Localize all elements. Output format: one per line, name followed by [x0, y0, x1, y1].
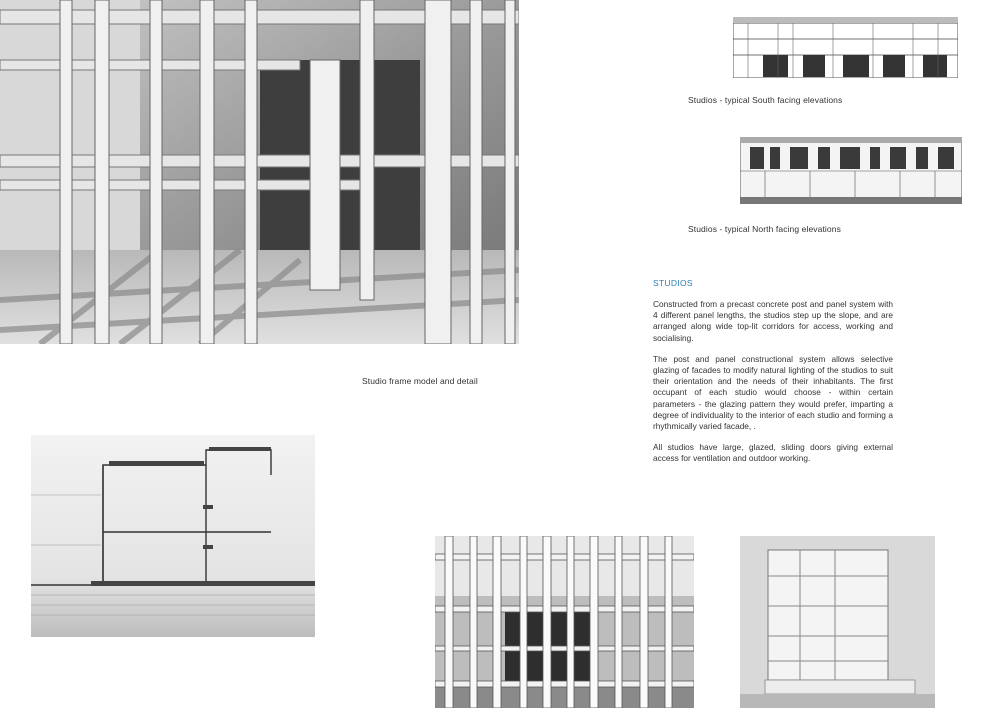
section-paragraph-2: The post and panel constructional system allows selective glazing of facades to modify natural lighting of the studios to suit their orientation and the needs of their inhabitants. The first occupant of each studio would choose - within certain parameters - the glazing pattern they would prefer, imparting a degree of individuality to the interior of each studio and forming a rhythmically varied facade, . [653, 353, 893, 432]
panel-model-photo [740, 536, 935, 708]
south-elevation-caption: Studios - typical South facing elevations [688, 95, 843, 105]
section-body [653, 299, 893, 475]
section-drawing [31, 435, 315, 637]
frame-model-caption: Studio frame model and detail [362, 376, 478, 386]
frame-model-photo [0, 0, 519, 344]
frame-detail-photo [435, 536, 694, 708]
section-paragraph-1: Constructed from a precast concrete post and panel system with 4 different panel lengths, the studios step up the slope, and are arranged along wide top-lit corridors for access, working and socialising. [653, 299, 893, 343]
section-heading: STUDIOS [653, 278, 693, 288]
section-paragraph-3: All studios have large, glazed, sliding doors giving external access for ventilation and outdoor working. [653, 442, 893, 464]
north-elevation-caption: Studios - typical North facing elevations [688, 224, 841, 234]
south-elevation-drawing [733, 17, 958, 78]
north-elevation-drawing [740, 137, 962, 204]
